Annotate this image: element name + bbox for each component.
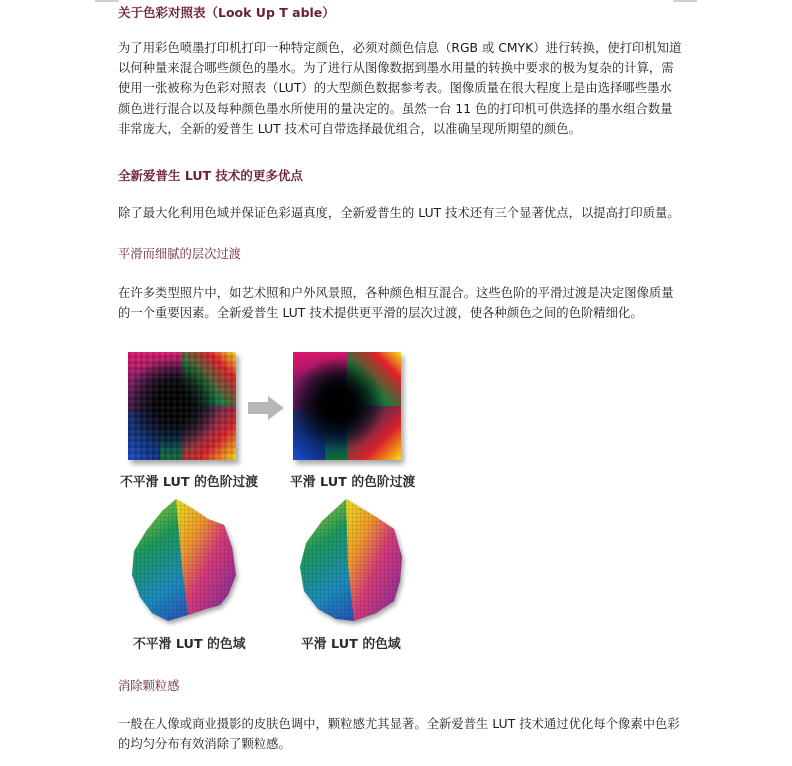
smooth-gamut-image <box>296 497 406 625</box>
paragraph-smooth-gradation: 在许多类型照片中，如艺术照和户外风景照，各种颜色相互混合。这些色阶的平滑过渡是决定图像质量的一个重要因素。全新爱普生 LUT 技术提供更平滑的层次过渡，使各种颜色之间的色阶精细化。 <box>118 286 674 321</box>
paragraph-grain-removal: 一般在人像或商业摄影的皮肤色调中，颗粒感尤其显著。全新爱普生 LUT 技术通过优化每个像素中色彩的均匀分布有效消除了颗粒感。 <box>118 717 680 752</box>
top-divider-right <box>673 0 697 2</box>
paragraph-advantages: 除了最大化利用色域并保证色彩逼真度，全新爱普生的 LUT 技术还有三个显著优点，以提高打印质量。 <box>118 206 680 220</box>
caption-rough-gamut: 不平滑 LUT 的色域 <box>133 637 246 652</box>
top-divider-left <box>95 0 119 2</box>
section-heading-lut: 关于色彩对照表（Look Up T able） <box>118 5 335 20</box>
caption-smooth-gradation: 平滑 LUT 的色阶过渡 <box>290 475 416 490</box>
subheading-grain-removal: 消除颗粒感 <box>118 679 180 693</box>
section-heading-advantages: 全新爱普生 LUT 技术的更多优点 <box>118 168 303 183</box>
caption-rough-gradation: 不平滑 LUT 的色阶过渡 <box>120 475 259 490</box>
arrow-right-icon <box>248 396 286 420</box>
smooth-gradation-image <box>293 352 401 460</box>
caption-smooth-gamut: 平滑 LUT 的色域 <box>301 637 401 652</box>
rough-gradation-image <box>128 352 236 460</box>
rough-gamut-image <box>128 497 238 625</box>
lut-comparison-figure <box>118 340 428 660</box>
subheading-smooth-gradation: 平滑而细腻的层次过渡 <box>118 247 241 261</box>
paragraph-lut-intro: 为了用彩色喷墨打印机打印一种特定颜色，必须对颜色信息（RGB 或 CMYK）进行转换，使打印机知道以何种量来混合哪些颜色的墨水。为了进行从图像数据到墨水用量的转换中要求的极为复杂的计算，需使用一张被称为色彩对照表（LUT）的大型颜色数据参考表。图像质量在很大程度上是由选择哪些墨水颜色进行混合以及每种颜色墨水所使用的量决定的。虽然一台 11 色的打印机可供选择的墨水组合数量非常庞大，全新的爱普生 LUT 技术可自带选择最优组合，以准确呈现所期望的颜色。 <box>118 41 682 136</box>
